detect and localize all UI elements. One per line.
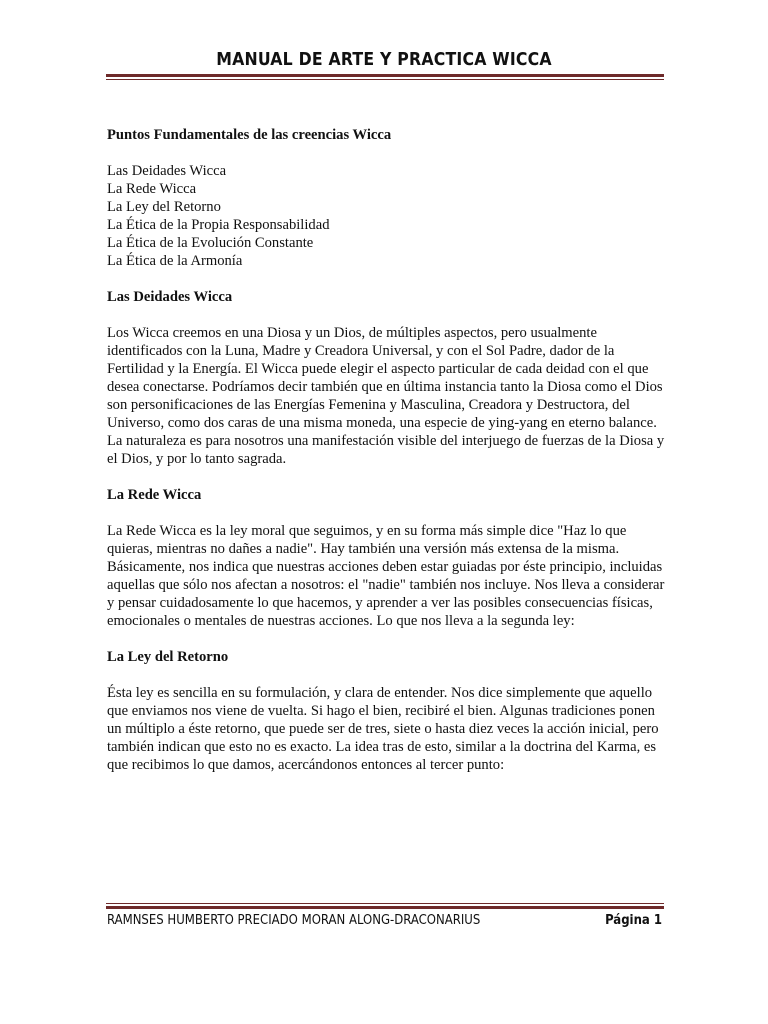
topic-list-item: La Rede Wicca [107, 181, 197, 197]
topic-list-item: La Ética de la Armonía [107, 253, 243, 269]
page-number: Página 1 [605, 913, 662, 928]
header-rule-thin [106, 79, 664, 80]
section-paragraph-deidades: Los Wicca creemos en una Diosa y un Dios, de múltiples aspectos, pero usualmente identificados con la Luna, Madre y Creadora Universal, y con el Sol Padre, dador de la Fertilidad y la Energía. El Wicca puede elegir el aspecto particular de cada deidad con el que desea conectarse. Podríamos decir también que en última instancia tanto la Diosa como el Dios son personificaciones de las Energías Femenina y Masculina, Creadora y Destructora, del Universo, como dos caras de una misma moneda, una especie de ying-yang en eterno balance. La naturaleza es para nosotros una manifestación visible del interjuego de fuerzas de la Diosa y el Dios, y por lo tanto sagrada. [107, 325, 665, 467]
topic-list-item: La Ley del Retorno [107, 199, 221, 215]
topic-list-item: La Ética de la Propia Responsabilidad [107, 217, 330, 233]
header-rule-thick [106, 74, 664, 77]
section-paragraph-retorno: Ésta ley es sencilla en su formulación, y clara de entender. Nos dice simplemente que aquello que enviamos nos viene de vuelta. Si hago el bien, recibiré el bien. Algunas tradiciones ponen un múltiplo a éste retorno, que puede ser de tres, siete o hasta diez veces la acción inicial, pero también indican que esto no es exacto. La idea tras de esto, similar a la doctrina del Karma, es que recibimos lo que damos, acercándonos entonces al tercer punto: [107, 685, 659, 773]
intro-heading: Puntos Fundamentales de las creencias Wicca [107, 127, 392, 143]
section-heading-rede: La Rede Wicca [107, 487, 202, 503]
footer-rule-thin [106, 903, 664, 904]
footer-author: RAMNSES HUMBERTO PRECIADO MORAN ALONG-DRACONARIUS [107, 913, 481, 928]
topic-list-item: La Ética de la Evolución Constante [107, 235, 314, 251]
document-body [107, 126, 667, 792]
section-heading-deidades: Las Deidades Wicca [107, 289, 233, 305]
footer-rule-thick [106, 906, 664, 909]
topic-list [107, 162, 667, 270]
section-paragraph-rede: La Rede Wicca es la ley moral que seguimos, y en su forma más simple dice "Haz lo que quieras, mientras no dañes a nadie". Hay también una versión más extensa de la misma. Básicamente, nos indica que nuestras acciones deben estar guiadas por éste principio, incluidas aquellas que sólo nos afectan a nosotros: el "nadie" también nos incluye. Nos lleva a considerar y pensar cuidadosamente lo que hacemos, y aprender a ver las posibles consecuencias físicas, emocionales o mentales de nuestras acciones. Lo que nos lleva a la segunda ley: [107, 523, 665, 629]
section-heading-retorno: La Ley del Retorno [107, 649, 229, 665]
topic-list-item: Las Deidades Wicca [107, 163, 227, 179]
document-title: MANUAL DE ARTE Y PRACTICA WICCA [216, 50, 552, 70]
